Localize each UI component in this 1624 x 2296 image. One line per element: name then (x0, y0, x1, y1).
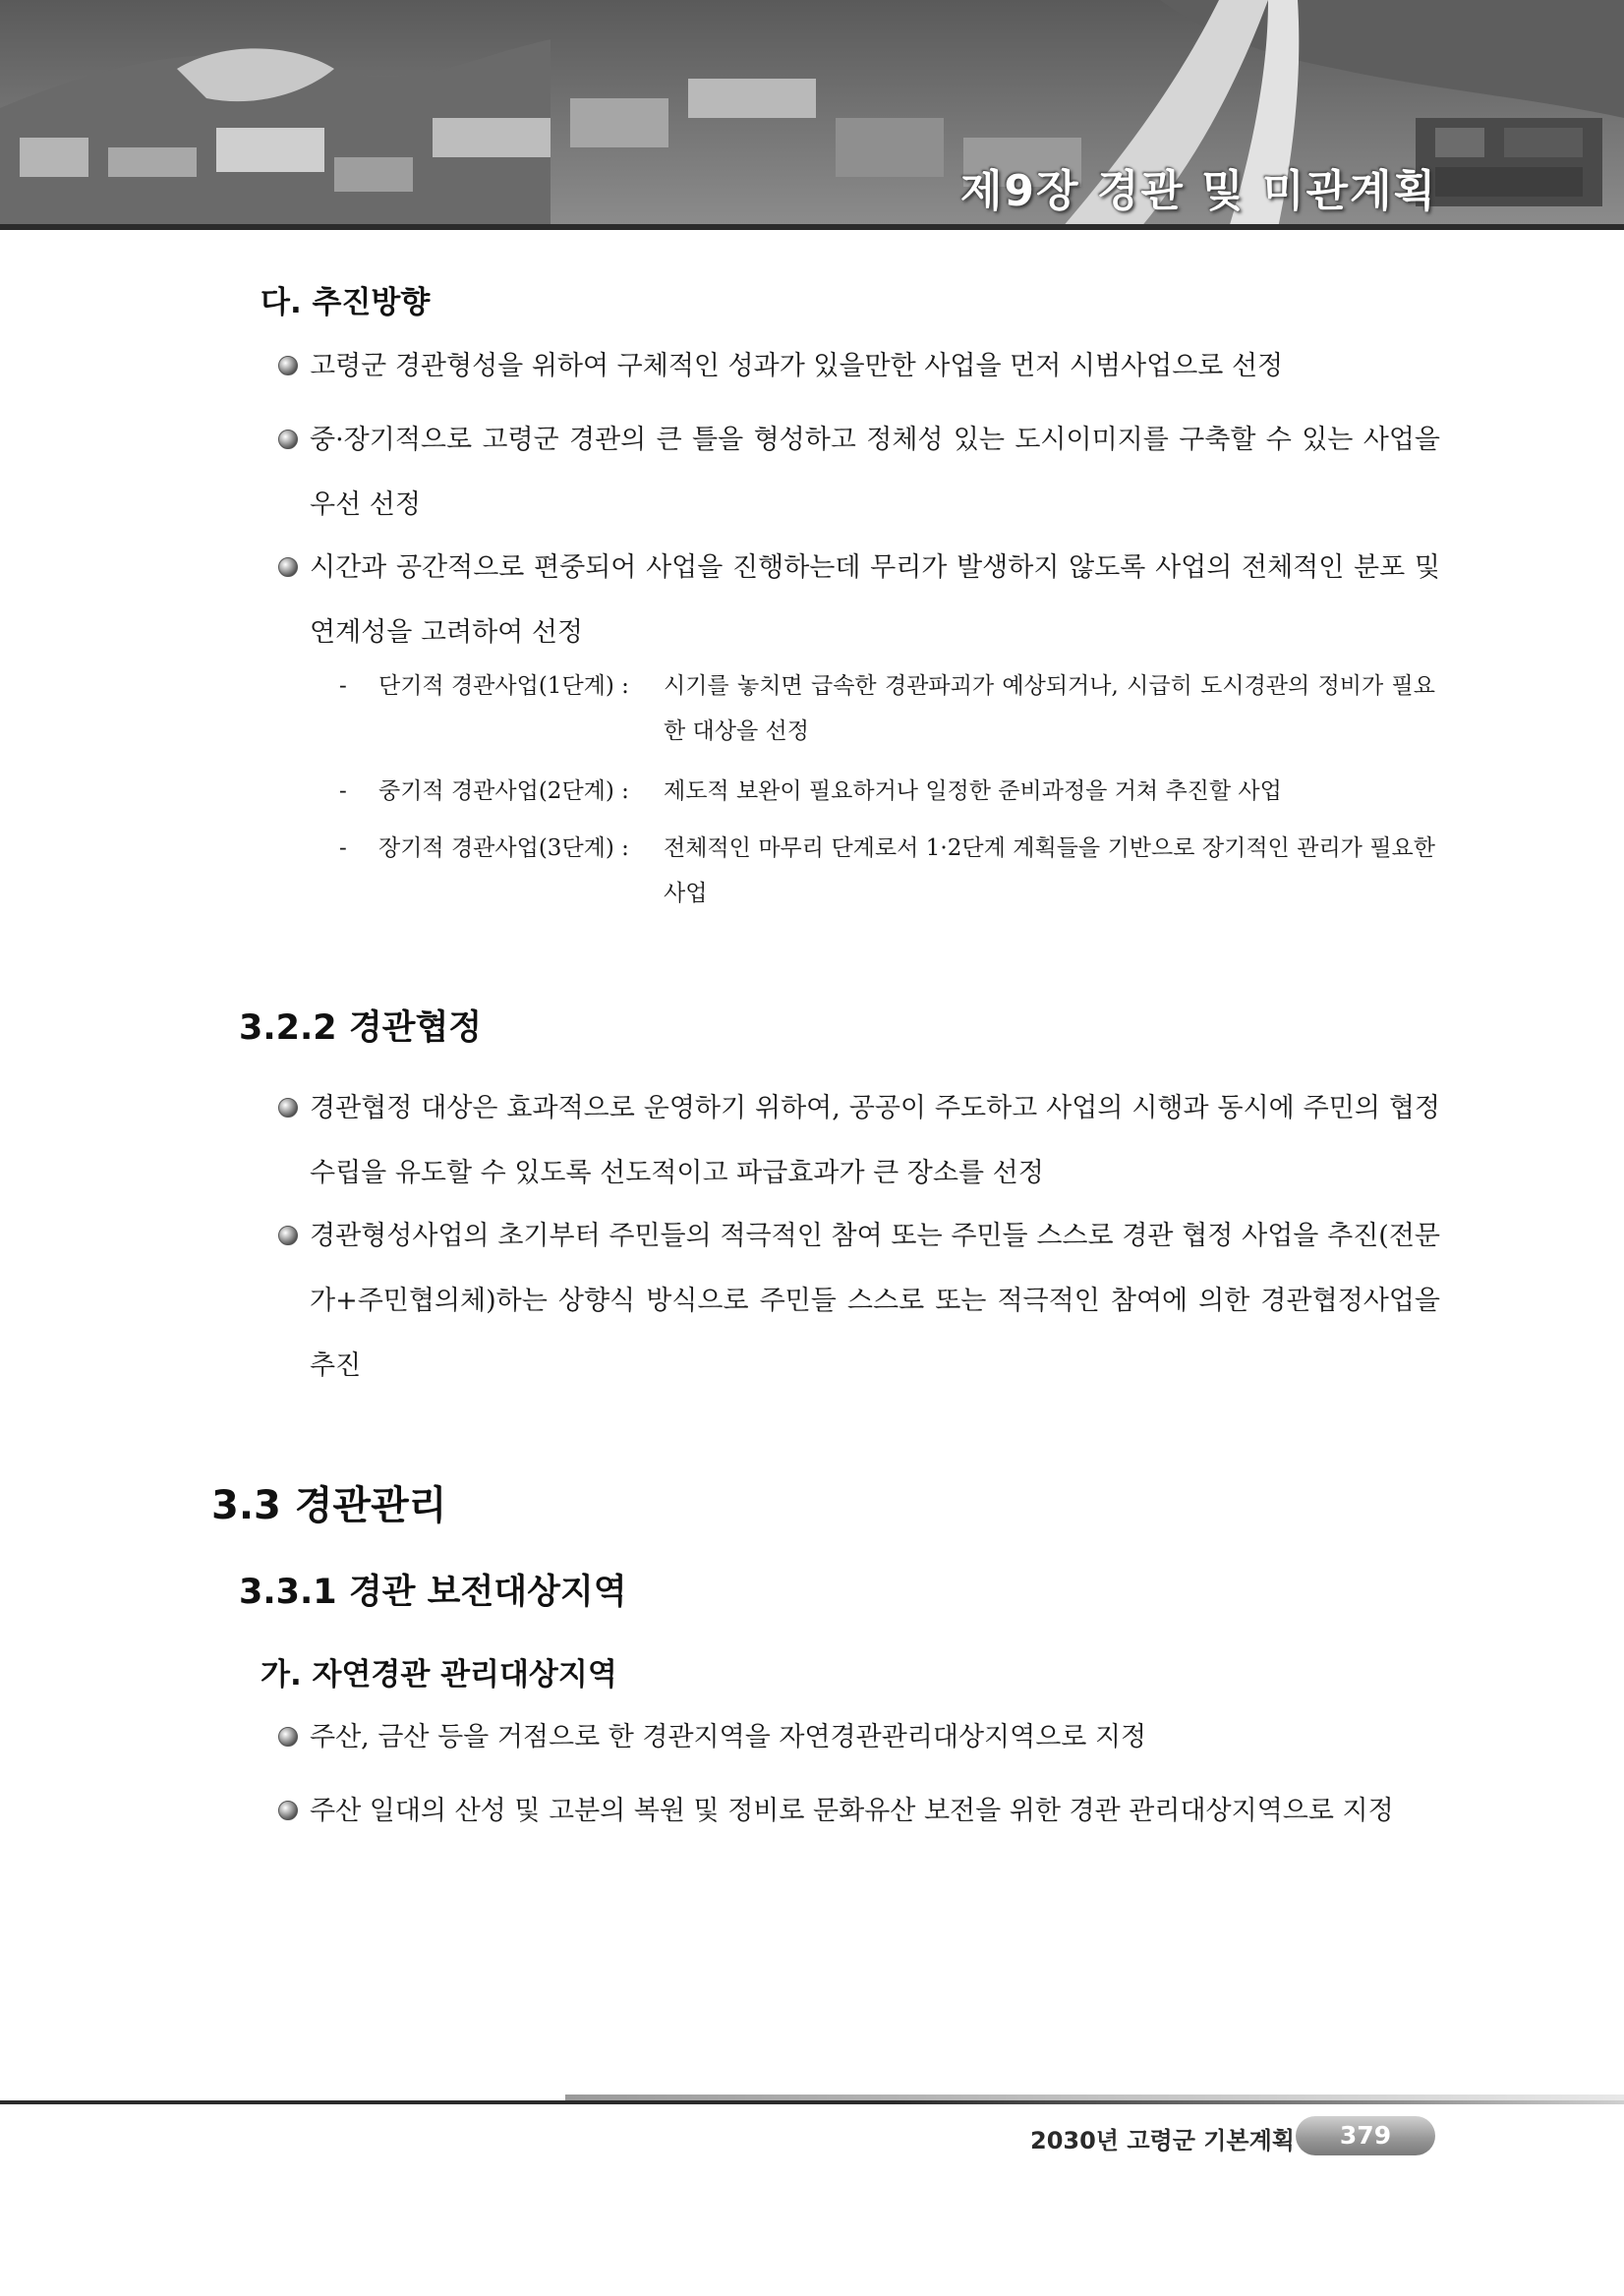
conservation-area-heading: 3.3.1 경관 보전대상지역 (239, 1573, 627, 1612)
footer-title: 2030년 고령군 기본계획 (1030, 2127, 1295, 2154)
agreement-heading: 3.2.2 경관협정 (239, 1008, 483, 1048)
bullet-icon (278, 1226, 298, 1245)
bullet-icon (278, 1098, 298, 1118)
direction-heading: 다. 추진방향 (261, 285, 431, 320)
management-bullet-2 (310, 1779, 1440, 1844)
agreement-bullet-1 (310, 1076, 1440, 1206)
chapter-title: 제9장 경관 및 미관계획 (959, 166, 1437, 216)
bullet-text: 시간과 공간적으로 편중되어 사업을 진행하는데 무리가 발생하지 않도록 사업의 전체적인 분포 및 연계성을 고려하여 선정 (310, 552, 1440, 648)
phase-desc: 전체적인 마무리 단계로서 1·2단계 계획들을 기반으로 장기적인 관리가 필요한 사업 (664, 835, 1435, 906)
phase-term: 단기적 경관사업(1단계) : (378, 673, 629, 699)
bullet-text: 주산, 금산 등을 거점으로 한 경관지역을 자연경관관리대상지역으로 지정 (310, 1722, 1147, 1752)
footer-divider (0, 2100, 1624, 2104)
bullet-text: 주산 일대의 산성 및 고분의 복원 및 정비로 문화유산 보전을 위한 경관 관리대상지역으로 지정 (310, 1796, 1394, 1826)
dash-marker: - (339, 835, 347, 861)
bullet-icon (278, 430, 298, 449)
dash-marker: - (339, 778, 347, 804)
bullet-text: 경관협정 대상은 효과적으로 운영하기 위하여, 공공이 주도하고 사업의 시행과 동시에 주민의 협정 수립을 유도할 수 있도록 선도적이고 파급효과가 큰 장소를 선정 (310, 1093, 1440, 1188)
direction-bullet-1 (310, 334, 1440, 399)
phase-desc: 시기를 놓치면 급속한 경관파괴가 예상되거나, 시급히 도시경관의 정비가 필요한 대상을 선정 (664, 673, 1435, 744)
header-divider (0, 224, 1624, 230)
bullet-icon (278, 557, 298, 577)
bullet-text: 고령군 경관형성을 위하여 구체적인 성과가 있을만한 사업을 먼저 시범사업으로 선정 (310, 351, 1284, 381)
bullet-icon (278, 1801, 298, 1820)
phase-term: 장기적 경관사업(3단계) : (378, 835, 629, 861)
direction-bullet-3 (310, 536, 1440, 665)
bullet-text: 중·장기적으로 고령군 경관의 큰 틀을 형성하고 정체성 있는 도시이미지를 구축할 수 있는 사업을 우선 선정 (310, 425, 1440, 520)
phase-desc: 제도적 보완이 필요하거나 일정한 준비과정을 거쳐 추진할 사업 (664, 778, 1282, 804)
natural-landscape-heading: 가. 자연경관 관리대상지역 (261, 1657, 617, 1693)
page-number-badge: 379 (1296, 2116, 1435, 2155)
bullet-icon (278, 356, 298, 375)
direction-bullet-2 (310, 408, 1440, 538)
header-banner (0, 0, 1624, 228)
management-bullet-1 (310, 1705, 1440, 1770)
bullet-text: 경관형성사업의 초기부터 주민들의 적극적인 참여 또는 주민들 스스로 경관 협정 사업을 추진(전문가+주민협의체)하는 상향식 방식으로 주민들 스스로 또는 적극적인 참여에 의한 경관협정사업을 추진 (310, 1221, 1440, 1381)
dash-marker: - (339, 673, 347, 699)
agreement-bullet-2 (310, 1204, 1440, 1399)
phase-term: 중기적 경관사업(2단계) : (378, 778, 629, 804)
bullet-icon (278, 1727, 298, 1747)
management-heading: 3.3 경관관리 (211, 1483, 447, 1528)
